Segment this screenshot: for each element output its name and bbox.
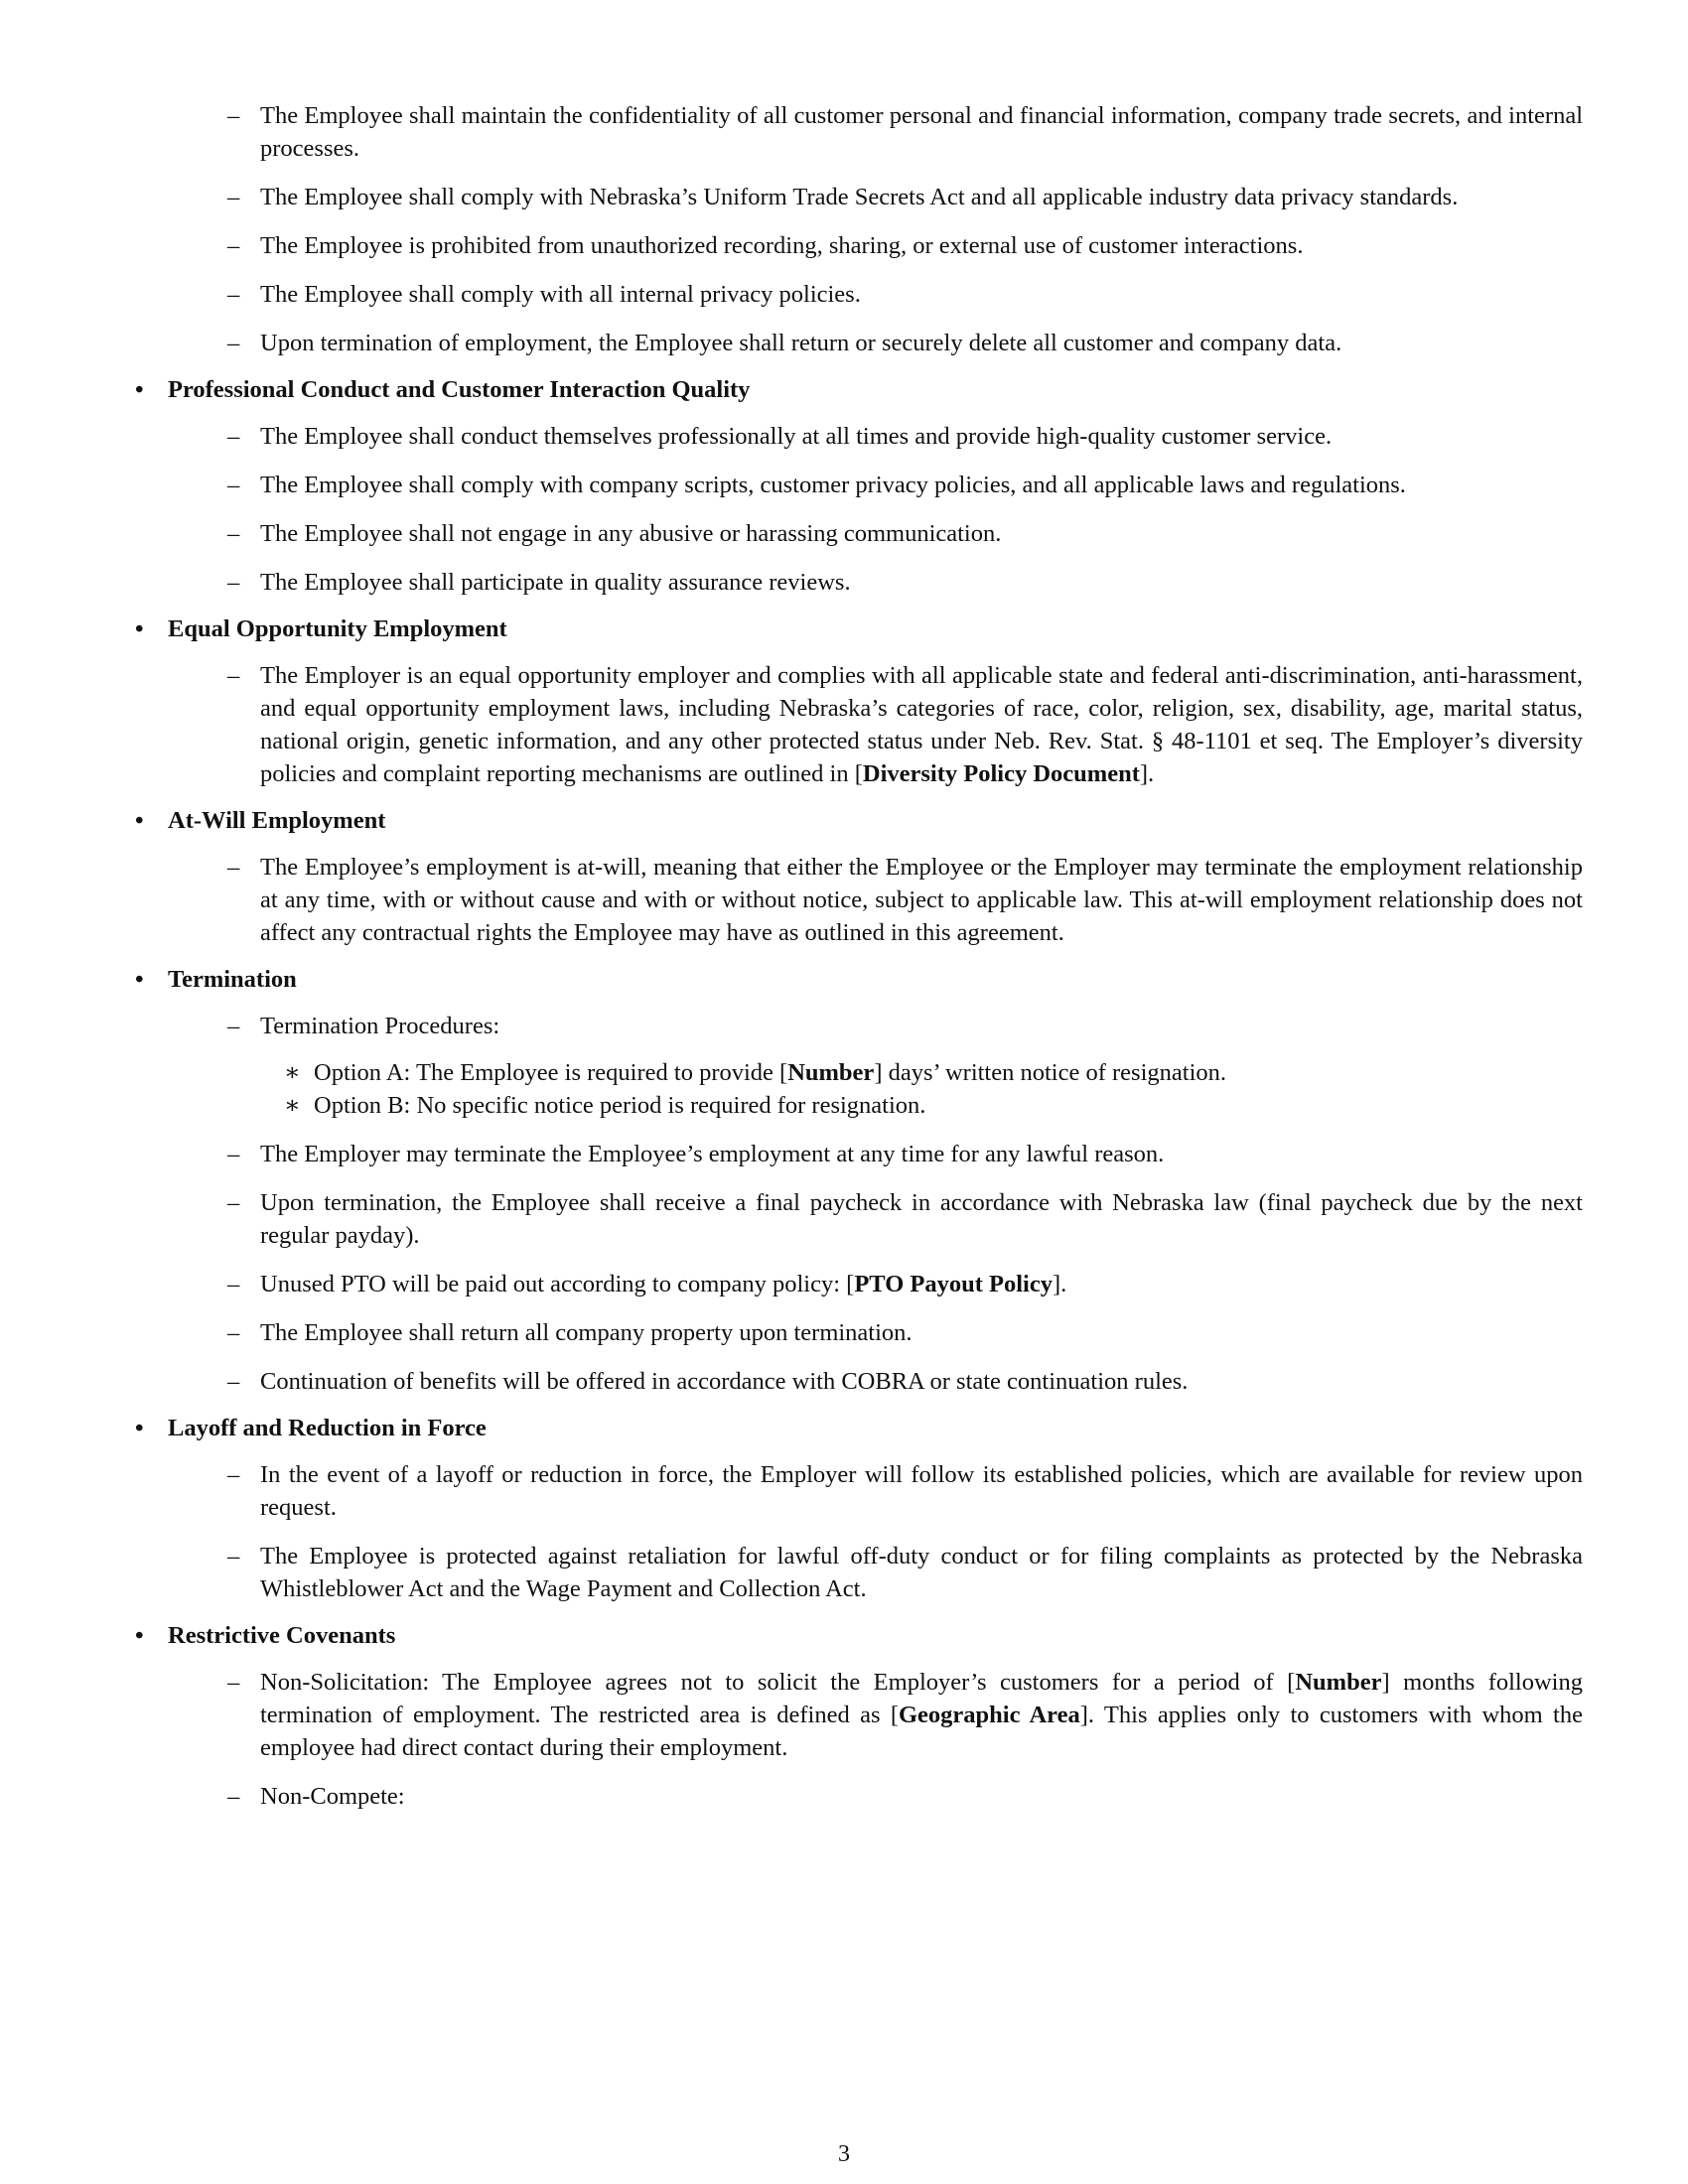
bullet-marker: • — [135, 966, 144, 993]
list-item — [168, 1666, 1583, 1764]
list-item — [168, 851, 1583, 949]
placeholder-number: Number — [787, 1059, 875, 1086]
item-list — [168, 1010, 1583, 1398]
section-heading: Restrictive Covenants — [168, 1622, 396, 1649]
sub-item-text: Option A: The Employee is required to provide [ — [314, 1059, 788, 1086]
dash-marker: – — [227, 1543, 240, 1570]
bullet-marker: • — [135, 807, 144, 834]
item-list — [168, 420, 1583, 599]
dash-marker: – — [227, 1189, 240, 1216]
section-heading: Termination — [168, 966, 297, 993]
dash-marker: – — [227, 472, 240, 498]
section-heading: At-Will Employment — [168, 807, 386, 834]
item-list — [168, 1666, 1583, 1813]
item-text: Non-Compete: — [260, 1783, 405, 1810]
section-professional-conduct — [135, 373, 1583, 599]
dash-marker: – — [227, 520, 240, 547]
dash-marker: – — [227, 854, 240, 881]
dash-marker: – — [227, 1461, 240, 1488]
item-list — [168, 851, 1583, 949]
dash-marker: – — [227, 1783, 240, 1810]
placeholder-number: Number — [1295, 1669, 1382, 1696]
item-text: The Employee shall participate in quality assurance reviews. — [260, 569, 851, 596]
list-item — [168, 469, 1583, 501]
dash-marker: – — [227, 330, 240, 356]
document-body — [135, 99, 1583, 1827]
list-item — [168, 181, 1583, 213]
item-text-mid: ] months following termination of employment. The restricted area is defined as [ — [260, 1669, 1583, 1728]
list-item — [168, 327, 1583, 359]
item-text: The Employee’s employment is at-will, meaning that either the Employee or the Employer may terminate the employment relationship at any time, with or without cause and with or without notice, subject to applicable law. This at-will employment relationship does not affect any contractual rights the Employee may have as outlined in this agreement. — [260, 854, 1583, 946]
item-text: The Employee shall comply with all internal privacy policies. — [260, 281, 861, 308]
list-item — [168, 659, 1583, 790]
item-text: Continuation of benefits will be offered in accordance with COBRA or state continuation rules. — [260, 1368, 1189, 1395]
list-item — [168, 1540, 1583, 1605]
dash-marker: – — [227, 1669, 240, 1696]
section-restrictive-covenants — [135, 1619, 1583, 1813]
item-list — [168, 99, 1583, 359]
item-text-end: ]. — [1139, 760, 1155, 787]
placeholder-geographic-area: Geographic Area — [899, 1702, 1080, 1728]
dash-marker: – — [227, 102, 240, 129]
dash-marker: – — [227, 662, 240, 689]
item-text: The Employer is an equal opportunity employer and complies with all applicable state and federal anti-discrimination, anti-harassment, and equal opportunity employment laws, including Nebraska’s categories of race, color, religion, sex, disability, age, marital status, national origin, genetic information, and any other protected status under Neb. Rev. Stat. § 48-1101 et seq. The Employer’s diversity policies and complaint reporting mechanisms are outlined in [ — [260, 662, 1583, 787]
item-text: The Employee is protected against retaliation for lawful off-duty conduct or for filing complaints as protected by the Nebraska Whistleblower Act and the Wage Payment and Collection Act. — [260, 1543, 1583, 1602]
dash-marker: – — [227, 1013, 240, 1039]
item-text-end: ]. — [1052, 1271, 1067, 1297]
sub-item-list — [260, 1056, 1583, 1122]
dash-marker: – — [227, 1319, 240, 1346]
list-item — [168, 420, 1583, 453]
item-text: Termination Procedures: — [260, 1013, 500, 1039]
item-list — [168, 1458, 1583, 1605]
item-text: The Employee shall comply with company scripts, customer privacy policies, and all applicable laws and regulations. — [260, 472, 1406, 498]
item-text: Upon termination of employment, the Employee shall return or securely delete all customer and company data. — [260, 330, 1342, 356]
item-text: The Employee shall comply with Nebraska’s Uniform Trade Secrets Act and all applicable industry data privacy standards. — [260, 184, 1459, 210]
item-text: Unused PTO will be paid out according to company policy: [ — [260, 1271, 855, 1297]
dash-marker: – — [227, 569, 240, 596]
item-text: In the event of a layoff or reduction in force, the Employer will follow its established policies, which are available for review upon request. — [260, 1461, 1583, 1521]
item-text: Non-Solicitation: The Employee agrees not to solicit the Employer’s customers for a period of [ — [260, 1669, 1296, 1696]
section-equal-opportunity — [135, 613, 1583, 790]
star-marker: ∗ — [284, 1092, 301, 1119]
dash-marker: – — [227, 1271, 240, 1297]
placeholder-diversity-policy: Diversity Policy Document — [862, 760, 1140, 787]
list-item — [168, 278, 1583, 311]
section-heading: Layoff and Reduction in Force — [168, 1415, 487, 1441]
item-text: The Employee is prohibited from unauthorized recording, sharing, or external use of customer interactions. — [260, 232, 1304, 259]
list-item — [168, 1268, 1583, 1300]
list-item — [168, 1010, 1583, 1122]
item-text: The Employee shall conduct themselves professionally at all times and provide high-quality customer service. — [260, 423, 1333, 450]
page-number: 3 — [838, 2141, 850, 2167]
list-item — [168, 517, 1583, 550]
item-text: The Employer may terminate the Employee’s employment at any time for any lawful reason. — [260, 1141, 1165, 1167]
bullet-marker: • — [135, 376, 144, 403]
section-list — [135, 99, 1583, 1813]
placeholder-pto-policy: PTO Payout Policy — [854, 1271, 1053, 1297]
item-text-end: ]. This applies only to customers with whom the employee had direct contact during their employment. — [260, 1702, 1583, 1761]
list-item — [168, 1365, 1583, 1398]
section-confidentiality-continued — [135, 99, 1583, 359]
item-text: The Employee shall return all company property upon termination. — [260, 1319, 913, 1346]
item-text: The Employee shall not engage in any abusive or harassing communication. — [260, 520, 1002, 547]
sub-list-item — [260, 1089, 1583, 1122]
list-item — [168, 1316, 1583, 1349]
list-item — [168, 1138, 1583, 1170]
section-at-will — [135, 804, 1583, 949]
section-termination — [135, 963, 1583, 1398]
star-marker: ∗ — [284, 1059, 301, 1086]
list-item — [168, 229, 1583, 262]
sub-item-text-end: ] days’ written notice of resignation. — [874, 1059, 1227, 1086]
dash-marker: – — [227, 232, 240, 259]
bullet-marker: • — [135, 1622, 144, 1649]
item-text: The Employee shall maintain the confidentiality of all customer personal and financial information, company trade secrets, and internal processes. — [260, 102, 1583, 162]
section-layoff — [135, 1412, 1583, 1605]
list-item — [168, 566, 1583, 599]
dash-marker: – — [227, 281, 240, 308]
list-item — [168, 99, 1583, 165]
sub-item-text: Option B: No specific notice period is required for resignation. — [314, 1092, 926, 1119]
dash-marker: – — [227, 184, 240, 210]
item-text: Upon termination, the Employee shall receive a final paycheck in accordance with Nebraska law (final paycheck due by the next regular payday). — [260, 1189, 1583, 1249]
dash-marker: – — [227, 1141, 240, 1167]
bullet-marker: • — [135, 615, 144, 642]
item-list — [168, 659, 1583, 790]
dash-marker: – — [227, 423, 240, 450]
dash-marker: – — [227, 1368, 240, 1395]
section-heading: Professional Conduct and Customer Interaction Quality — [168, 376, 751, 403]
section-heading: Equal Opportunity Employment — [168, 615, 507, 642]
list-item — [168, 1458, 1583, 1524]
bullet-marker: • — [135, 1415, 144, 1441]
list-item — [168, 1186, 1583, 1252]
list-item — [168, 1780, 1583, 1813]
sub-list-item — [260, 1056, 1583, 1089]
